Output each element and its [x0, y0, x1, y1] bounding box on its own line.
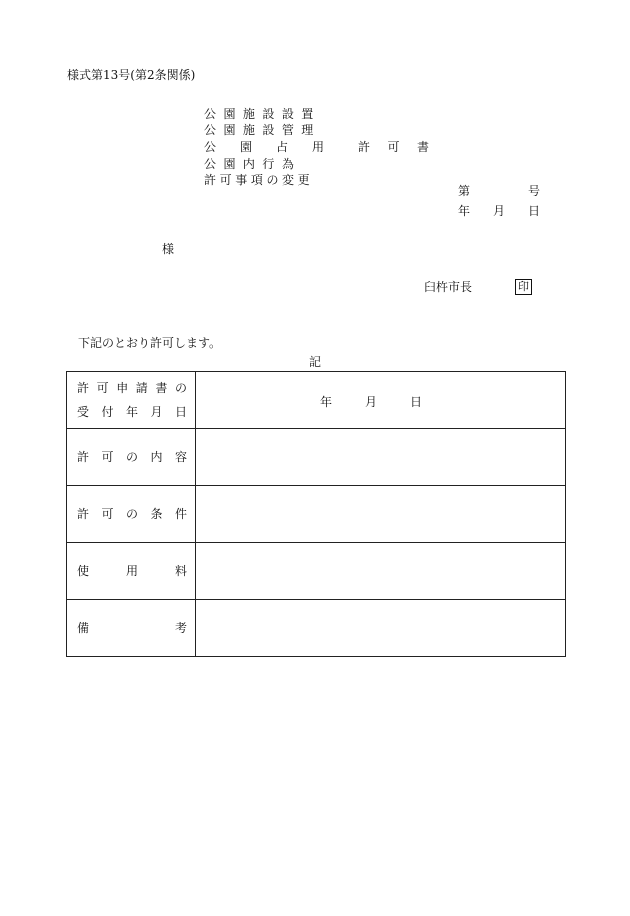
title-char: 内 [242, 157, 263, 171]
row-value [196, 543, 566, 600]
row-label-line [77, 382, 187, 394]
label-char: の [125, 507, 138, 521]
permit-details-table [66, 371, 566, 657]
label-char: 付 [101, 405, 114, 419]
title-char: 可 [219, 173, 236, 187]
table-row [67, 372, 566, 429]
label-char: 年 [125, 405, 138, 419]
row-value [196, 486, 566, 543]
label-char: 月 [150, 405, 163, 419]
title-char: 更 [297, 173, 314, 187]
document-number [458, 185, 540, 197]
label-char: 件 [174, 507, 187, 521]
number-char: 第 [458, 184, 471, 198]
title-char: 園 [239, 140, 252, 154]
date-char: 月 [364, 395, 377, 409]
title-option-line [204, 124, 321, 136]
seal-mark: 印 [515, 279, 532, 295]
title-char: 設 [281, 107, 302, 121]
row-label-line [77, 565, 187, 577]
title-char: 施 [242, 123, 263, 137]
title-option-line [204, 174, 313, 186]
date-char: 日 [527, 204, 540, 218]
row-label-line [77, 406, 187, 418]
row-label [67, 429, 196, 486]
addressee-honorific: 様 [162, 242, 175, 256]
label-char: 容 [174, 450, 187, 464]
row-label [67, 600, 196, 657]
title-char: 公 [204, 157, 224, 171]
title-suffix-char: 許 [358, 140, 371, 154]
title-char: 設 [262, 107, 282, 121]
title-char: 理 [301, 123, 321, 137]
title-char: 設 [262, 123, 282, 137]
title-char: 項 [250, 173, 267, 187]
label-char: 用 [125, 564, 138, 578]
title-char: 公 [204, 140, 217, 154]
permission-statement: 下記のとおり許可します。 [78, 336, 222, 350]
label-char: の [174, 381, 187, 395]
title-char: 公 [204, 123, 224, 137]
form-number-label: 様式第13号(第2条関係) [67, 68, 196, 82]
title-char: 用 [311, 140, 324, 154]
title-char: 公 [204, 107, 224, 121]
row-value [196, 372, 566, 429]
document-title-suffix [358, 141, 429, 153]
title-char: 施 [242, 107, 263, 121]
row-label [67, 486, 196, 543]
label-char: 条 [150, 507, 163, 521]
label-char: 考 [174, 621, 187, 635]
title-char: 園 [223, 107, 243, 121]
row-label [67, 543, 196, 600]
date-char: 日 [409, 395, 422, 409]
title-char: 為 [281, 157, 302, 171]
table-row [67, 543, 566, 600]
date-char: 年 [458, 204, 471, 218]
label-char: 日 [174, 405, 187, 419]
label-char: 請 [135, 381, 148, 395]
title-char: 行 [262, 157, 282, 171]
title-char: 園 [223, 123, 243, 137]
title-char: の [266, 173, 283, 187]
row-label-line [77, 622, 187, 634]
label-char: 可 [101, 507, 114, 521]
title-option-line [204, 141, 324, 153]
row-value [196, 429, 566, 486]
row-label-line [77, 508, 187, 520]
row-value [196, 600, 566, 657]
label-char: 書 [155, 381, 168, 395]
row-label [67, 372, 196, 429]
label-char: 許 [77, 507, 90, 521]
table-row [67, 600, 566, 657]
label-char: 可 [101, 450, 114, 464]
title-suffix-char: 可 [387, 140, 400, 154]
title-option-line [204, 158, 301, 170]
row-label-line [77, 451, 187, 463]
issuer-name: 臼杵市長 [424, 280, 473, 294]
title-char: 占 [275, 140, 288, 154]
number-char: 号 [527, 184, 540, 198]
label-char: 申 [116, 381, 129, 395]
label-char: 許 [77, 450, 90, 464]
label-char: 内 [150, 450, 163, 464]
label-char: の [125, 450, 138, 464]
notes-heading: 記 [309, 355, 322, 369]
receipt-date [320, 396, 422, 408]
title-option-line [204, 108, 321, 120]
label-char: 許 [77, 381, 90, 395]
title-char: 変 [282, 173, 298, 187]
title-char: 園 [223, 157, 243, 171]
label-char: 使 [77, 564, 90, 578]
date-char: 年 [320, 395, 333, 409]
label-char: 料 [174, 564, 187, 578]
title-char: 置 [301, 107, 321, 121]
label-char: 可 [96, 381, 109, 395]
title-char: 管 [281, 123, 302, 137]
table-row [67, 429, 566, 486]
label-char: 備 [77, 621, 90, 635]
title-char: 許 [204, 173, 220, 187]
title-suffix-char: 書 [416, 140, 429, 154]
title-char: 事 [235, 173, 251, 187]
date-char: 月 [492, 204, 505, 218]
table-row [67, 486, 566, 543]
label-char: 受 [77, 405, 90, 419]
issue-date [458, 205, 540, 217]
